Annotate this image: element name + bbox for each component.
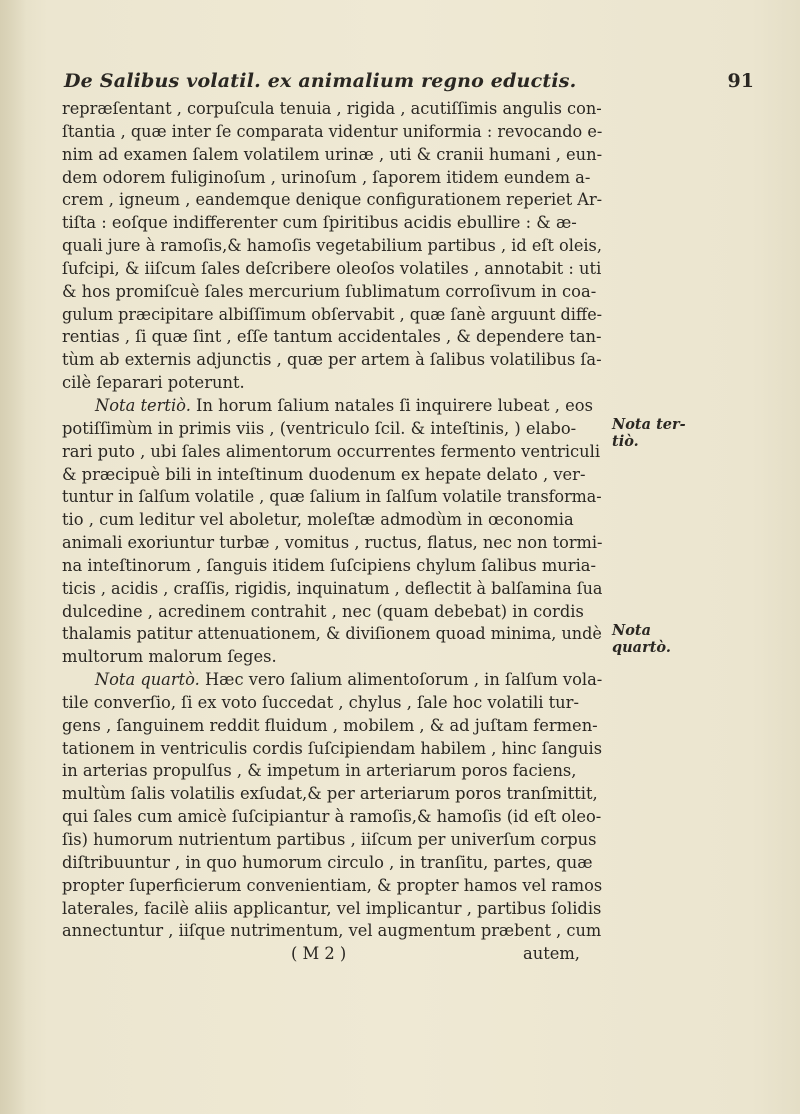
line-text: rari puto , ubi ſales alimentorum occurrentes fermento ventriculi bbox=[62, 441, 601, 461]
running-title: De Salibus volatil. ex animalium regno eductis. bbox=[64, 70, 577, 92]
text-line bbox=[62, 623, 602, 646]
line-text: annectuntur , iiſque nutrimentum, vel augmentum præbent , cum bbox=[62, 921, 602, 941]
signature-mark: ( M 2 ) bbox=[291, 944, 347, 964]
line-text: ſtantia , quæ inter ſe comparata videntur uniformia : revocando e- bbox=[62, 121, 603, 141]
text-line bbox=[62, 783, 602, 806]
text-line bbox=[62, 121, 603, 144]
catchword: autem, bbox=[523, 944, 580, 964]
page-number: 91 bbox=[727, 70, 754, 92]
line-text: ſufcipi, & iiſcum ſales deſcribere oleoſos volatiles , annotabit : uti bbox=[62, 258, 602, 278]
line-text: tùm ab externis adjunctis , quæ per artem à ſalibus volatilibus ſa- bbox=[62, 350, 602, 370]
main-text-block bbox=[62, 98, 602, 966]
text-line bbox=[62, 555, 602, 578]
line-text: in arterias propulſus , & impetum in arteriarum poros faciens, bbox=[62, 761, 577, 781]
footer-line bbox=[62, 943, 602, 966]
line-text: Hæc vero ſalium alimentoſorum , in ſalſum vola- bbox=[199, 670, 603, 690]
paragraph-lead: Nota quartò. bbox=[94, 670, 200, 690]
line-text: & præcipuè bili in inteſtinum duodenum ex hepate delato , ver- bbox=[62, 464, 586, 484]
line-text: multùm ſalis volatilis exſudat,& per arteriarum poros tranſmittit, bbox=[62, 784, 598, 804]
text-line bbox=[62, 212, 602, 235]
line-text: rentias , ſi quæ ſint , eſſe tantum accidentales , & dependere tan- bbox=[62, 327, 602, 347]
text-line bbox=[62, 715, 602, 738]
text-line bbox=[62, 669, 601, 692]
text-line bbox=[62, 441, 602, 464]
text-line bbox=[62, 486, 602, 509]
line-text: gulum præcipitare albiſſimum obſervabit , quæ ſanè arguunt diffe- bbox=[62, 304, 603, 324]
text-line bbox=[62, 532, 603, 555]
margin-note-quarto: Nota quartò. bbox=[612, 622, 671, 656]
line-text: thalamis patitur attenuationem, & diviſionem quoad minima, undè bbox=[62, 624, 602, 644]
line-text: repræſentant , corpuſcula tenuia , rigida , acutiſſimis angulis con- bbox=[62, 99, 602, 118]
text-line bbox=[62, 98, 602, 121]
line-text: tiſta : eoſque indifferenter cum ſpiritibus acidis ebullire : & æ- bbox=[62, 213, 577, 233]
line-text: tio , cum leditur vel aboletur, moleſtæ admodùm in œconomia bbox=[62, 510, 574, 530]
text-line bbox=[62, 418, 602, 441]
text-line bbox=[62, 829, 602, 852]
line-text: crem , igneum , eandemque denique configurationem reperiet Ar- bbox=[62, 190, 603, 210]
line-text: cilè ſeparari poterunt. bbox=[62, 373, 245, 393]
text-line bbox=[62, 509, 602, 532]
text-line bbox=[62, 235, 602, 258]
line-text: gens , ſanguinem reddit fluidum , mobilem , & ad juſtam fermen- bbox=[62, 715, 598, 735]
text-line bbox=[62, 646, 602, 669]
line-text: propter ſuperficierum convenientiam, & propter hamos vel ramos bbox=[62, 875, 603, 895]
line-text: tationem in ventriculis cordis ſuſcipiendam habilem , hinc ſanguis bbox=[62, 738, 603, 758]
line-text: qui ſales cum amicè ſuſcipiantur à ramoſis,& hamoſis (id eſt oleo- bbox=[62, 807, 602, 827]
margin-note-tertio: Nota ter-tiò. bbox=[612, 416, 686, 450]
text-line bbox=[62, 760, 602, 783]
line-text: dem odorem fuliginoſum , urinoſum , ſaporem itidem eundem a- bbox=[62, 167, 591, 187]
text-line bbox=[62, 852, 602, 875]
text-line bbox=[62, 395, 602, 418]
line-text: nim ad examen ſalem volatilem urinæ , uti & cranii humani , eun- bbox=[62, 144, 603, 164]
line-text: animali exoriuntur turbæ , vomitus , ructus, flatus, nec non tormi- bbox=[62, 533, 603, 553]
line-text: na inteſtinorum , ſanguis itidem ſuſcipiens chylum ſalibus muria- bbox=[62, 555, 596, 575]
line-text: tile converſio, ſi ex voto ſuccedat , chylus , ſale hoc volatili tur- bbox=[62, 692, 579, 712]
text-line bbox=[62, 601, 602, 624]
paragraph-lead: Nota tertiò. bbox=[95, 395, 191, 415]
line-text: laterales, facilè aliis applicantur, vel implicantur , partibus ſolidis bbox=[62, 898, 602, 918]
line-text: quali jure à ramoſis,& hamoſis vegetabilium partibus , id eſt oleis, bbox=[62, 236, 602, 256]
text-line bbox=[62, 875, 603, 898]
line-text: ticis , acidis , craſſis, rigidis, inquinatum , deflectit à balſamina ſua bbox=[62, 578, 603, 598]
running-header bbox=[62, 70, 762, 98]
text-line bbox=[62, 281, 602, 304]
text-line bbox=[62, 920, 602, 943]
line-text: tuntur in ſalſum volatile , quæ ſalium in ſalſum volatile transforma- bbox=[62, 487, 602, 507]
text-line bbox=[62, 326, 602, 349]
text-line bbox=[62, 258, 602, 281]
text-line bbox=[62, 898, 602, 921]
text-line bbox=[62, 304, 603, 327]
line-text: & hos promiſcuè ſales mercurium ſublimatum corroſivum in coa- bbox=[62, 281, 597, 301]
line-text: diſtribuuntur , in quo humorum circulo , in tranſitu, partes, quæ bbox=[62, 852, 593, 872]
text-line bbox=[62, 738, 603, 761]
text-line bbox=[62, 189, 603, 212]
text-line bbox=[62, 578, 603, 601]
text-line bbox=[62, 144, 601, 167]
line-text: In horum ſalium natales ſi inquirere lubeat , eos bbox=[190, 395, 593, 415]
line-text: multorum malorum ſeges. bbox=[62, 647, 277, 667]
line-text: ſis) humorum nutrientum partibus , iiſcum per univerſum corpus bbox=[62, 830, 597, 849]
line-text: potiſſimùm in primis viis , (ventriculo ſcil. & inteſtinis, ) elabo- bbox=[62, 418, 577, 438]
text-line bbox=[62, 167, 602, 190]
text-line bbox=[62, 806, 602, 829]
text-line bbox=[62, 692, 602, 715]
spine-shadow bbox=[0, 0, 26, 1114]
text-line bbox=[62, 349, 600, 372]
text-line bbox=[62, 372, 602, 395]
line-text: dulcedine , acredinem contrahit , nec (quam debebat) in cordis bbox=[62, 601, 584, 621]
text-line bbox=[62, 464, 602, 487]
